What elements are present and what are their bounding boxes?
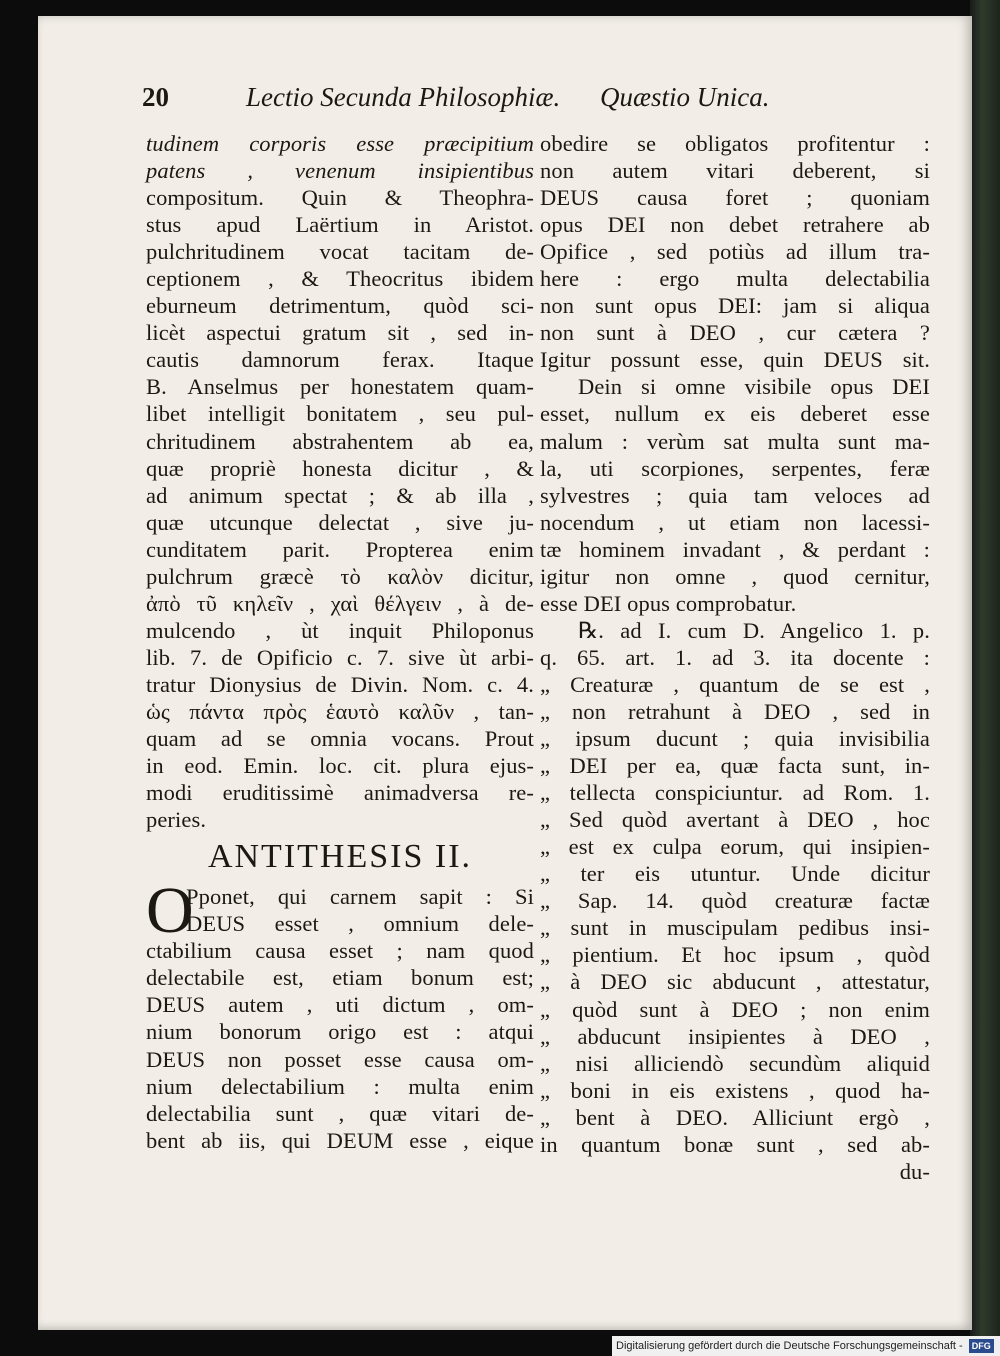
text-line: q. 65. art. 1. ad 3. ita docente : (540, 644, 930, 670)
text-line: ad animum spectat ; & ab illa , (146, 482, 534, 508)
text-line: esset, nullum ex eis deberet esse (540, 401, 930, 427)
text-line: libet intelligit bonitatem , seu pul- (146, 401, 534, 427)
text-line: Opifice , sed potiùs ad illum tra- (540, 239, 930, 265)
text-line: ὡς πάντα πρὸς ἑαυτὸ καλῦν , tan- (146, 698, 534, 724)
text-line: esse DEI opus comprobatur. (540, 590, 797, 616)
text-line: DEUS causa foret ; quoniam (540, 185, 930, 211)
text-line: compositum. Quin & Theophra- (146, 185, 534, 211)
text-line: quæ propriè honesta dicitur , & (146, 455, 534, 481)
text-line: B. Anselmus per honestatem quam- (146, 374, 534, 400)
text-line: ἀπὸ τῦ κηλεῖν , χαὶ θέλγειν , à de- (146, 590, 534, 616)
text-line: non sunt à DEO , cur cætera ? (540, 320, 930, 346)
text-line: quam ad se omnia vocans. Prout (146, 726, 534, 752)
text-line: nocendum , ut etiam non lacessi- (540, 509, 930, 535)
quote-line: „ Creaturæ , quantum de se est , (540, 671, 930, 697)
right-column (540, 130, 930, 1185)
text-line: licèt aspectui gratum sit , sed in- (146, 320, 534, 346)
text-line: in eod. Emin. loc. cit. plura ejus- (146, 753, 534, 779)
quote-line: „ bent à DEO. Alliciunt ergò , (540, 1104, 930, 1130)
text-line: stus apud Laërtium in Aristot. (146, 212, 534, 238)
text-line: tratur Dionysius de Divin. Nom. c. 4. (146, 671, 534, 697)
text-line: patens , venenum insipientibus (146, 158, 534, 184)
text-line: here : ergo multa delectabilia (540, 266, 930, 292)
text-line: sylvestres ; quia tam veloces ad (540, 482, 930, 508)
text-line: cunditatem parit. Propterea enim (146, 536, 534, 562)
quote-line: „ boni in eis existens , quod ha- (540, 1077, 930, 1103)
text-line: DEUS non posset esse causa om- (146, 1046, 534, 1072)
text-line: Igitur possunt esse, quin DEUS sit. (540, 347, 930, 373)
text-line: peries. (146, 807, 207, 833)
page-number: 20 (142, 82, 169, 112)
footer-text: Digitalisierung gefördert durch die Deutsche Forschungsgemeinschaft - (616, 1340, 963, 1352)
antithesis-heading: ANTITHESIS II. (207, 838, 473, 876)
running-head (142, 82, 822, 122)
quote-line: „ Sed quòd avertant à DEO , hoc (540, 807, 930, 833)
scan-background-edge (970, 0, 1000, 1356)
text-line: lib. 7. de Opificio c. 7. sive ùt arbi- (146, 644, 534, 670)
quote-line: „ à DEO sic abducunt , attestatur, (540, 969, 930, 995)
text-line: nium bonorum origo est : atqui (146, 1019, 534, 1045)
text-line: mulcendo , ùt inquit Philoponus (146, 617, 534, 643)
text-line: quæ utcunque delectat , sive ju- (146, 509, 534, 535)
text-line: nium delectabilium : multa enim (146, 1073, 534, 1099)
text-line: modi eruditissimè animadversa re- (146, 780, 534, 806)
text-line: ℞. ad I. cum D. Angelico 1. p. (578, 617, 930, 643)
text-line: obedire se obligatos profitentur : (540, 131, 930, 156)
text-line: ceptionem , & Theocritus ibidem (146, 266, 534, 292)
digitization-footer (612, 1336, 1000, 1356)
quote-line: „ Sap. 14. quòd creaturæ factæ (540, 888, 930, 914)
text-line: la, uti scorpiones, serpentes, feræ (540, 455, 930, 481)
quote-line: „ nisi alliciendò secundùm aliquid (540, 1050, 930, 1076)
quote-line: „ quòd sunt à DEO ; non enim (540, 996, 930, 1022)
text-line: delectabile est, etiam bonum est; (146, 965, 534, 991)
left-column (146, 130, 534, 1154)
text-line: ctabilium causa esset ; nam quod (146, 938, 534, 964)
text-line: DEUS esset , omnium dele- (186, 911, 534, 937)
quote-line: „ sunt in muscipulam pedibus insi- (540, 915, 930, 941)
text-line: non sunt opus DEI: jam si aliqua (540, 293, 930, 319)
text-line: chritudinem abstrahentem ab ea, (146, 428, 534, 454)
quote-line: „ abducunt insipientes à DEO , (540, 1023, 930, 1049)
text-line: tudinem corporis esse præcipitium (146, 131, 534, 156)
quote-line: „ est ex culpa eorum, qui insipien- (540, 834, 930, 860)
running-title: Lectio Secunda Philosophiæ. (246, 82, 561, 112)
text-line: igitur non omne , quod cernitur, (540, 563, 930, 589)
dfg-logo: DFG (969, 1339, 994, 1353)
drop-cap: O (146, 874, 194, 948)
text-line: opus DEI non debet retrahere ab (540, 212, 930, 238)
text-line: pulchrum græcè τὸ καλὸν dicitur, (146, 563, 534, 589)
text-line: malum : verùm sat multa sunt ma- (540, 428, 930, 454)
antithesis-paragraph (146, 874, 534, 1153)
text-line: Pponet, qui carnem sapit : Si (186, 884, 534, 910)
text-line: DEUS autem , uti dictum , om- (146, 992, 534, 1018)
text-line: bent ab iis, qui DEUM esse , eique (146, 1127, 534, 1153)
text-line: pulchritudinem vocat tacitam de- (146, 239, 534, 265)
text-line: non autem vitari deberent, si (540, 158, 930, 184)
running-section: Quæstio Unica. (600, 82, 770, 112)
quote-line: „ non retrahunt à DEO , sed in (540, 698, 930, 724)
text-line: in quantum bonæ sunt , sed ab- (540, 1131, 930, 1157)
text-line: Dein si omne visibile opus DEI (578, 374, 930, 400)
quote-line: „ ter eis utuntur. Unde dicitur (540, 861, 930, 887)
text-line: eburneum detrimentum, quòd sci- (146, 293, 534, 319)
quote-line: „ pientium. Et hoc ipsum , quòd (540, 942, 930, 968)
text-line: tæ hominem invadant , & perdant : (540, 536, 930, 562)
catchword: du- (899, 1158, 930, 1184)
quote-line: „ DEI per ea, quæ facta sunt, in- (540, 753, 930, 779)
quote-line: „ tellecta conspiciuntur. ad Rom. 1. (540, 780, 930, 806)
text-line: cautis damnorum ferax. Itaque (146, 347, 534, 373)
quote-line: „ ipsum ducunt ; quia invisibilia (540, 726, 930, 752)
text-line: delectabilia sunt , quæ vitari de- (146, 1100, 534, 1126)
